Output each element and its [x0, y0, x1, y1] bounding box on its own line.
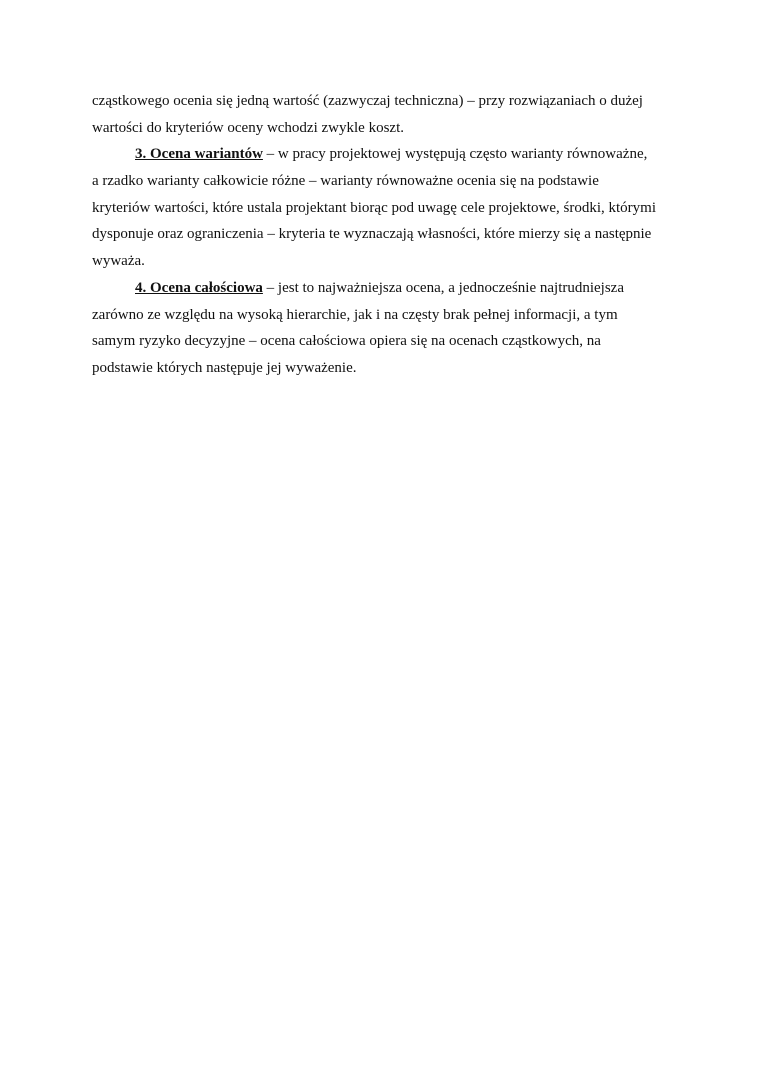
- text-line: kryteriów wartości, które ustala projektant biorąc pod uwagę cele projektowe, środki, którymi: [92, 199, 656, 216]
- section-heading: 3. Ocena wariantów: [135, 146, 263, 163]
- text-line: cząstkowego ocenia się jedną wartość (zazwyczaj techniczna) – przy rozwiązaniach o dużej: [92, 93, 643, 109]
- text-line: a rzadko warianty całkowicie różne – warianty równoważne ocenia się na podstawie: [92, 173, 599, 190]
- text-line: wyważa.: [92, 253, 145, 270]
- text-line: samym ryzyko decyzyjne – ocena całościowa opiera się na ocenach cząstkowych, na: [92, 333, 601, 350]
- text-fragment: – jest to najważniejsza ocena, a jednocześnie najtrudniejsza: [262, 279, 624, 296]
- section-ocena-calosciowa: [92, 275, 672, 382]
- text-line: zarówno ze względu na wysoką hierarchie, jak i na częsty brak pełnej informacji, a tym: [92, 306, 618, 323]
- section-first-line: [92, 141, 672, 168]
- document-body: [92, 88, 672, 382]
- section-heading: 4. Ocena całościowa: [135, 279, 263, 296]
- section-first-line: [92, 275, 672, 302]
- text-fragment: – w pracy projektowej występują często warianty równoważne,: [262, 146, 648, 163]
- text-line: dysponuje oraz ograniczenia – kryteria te wyznaczają własności, które mierzy się a następnie: [92, 226, 652, 243]
- section-ocena-wariantow: [92, 141, 672, 274]
- text-line: podstawie których następuje jej wyważenie.: [92, 359, 357, 376]
- paragraph-continuation: [92, 88, 672, 141]
- text-line: wartości do kryteriów oceny wchodzi zwykle koszt.: [92, 119, 404, 136]
